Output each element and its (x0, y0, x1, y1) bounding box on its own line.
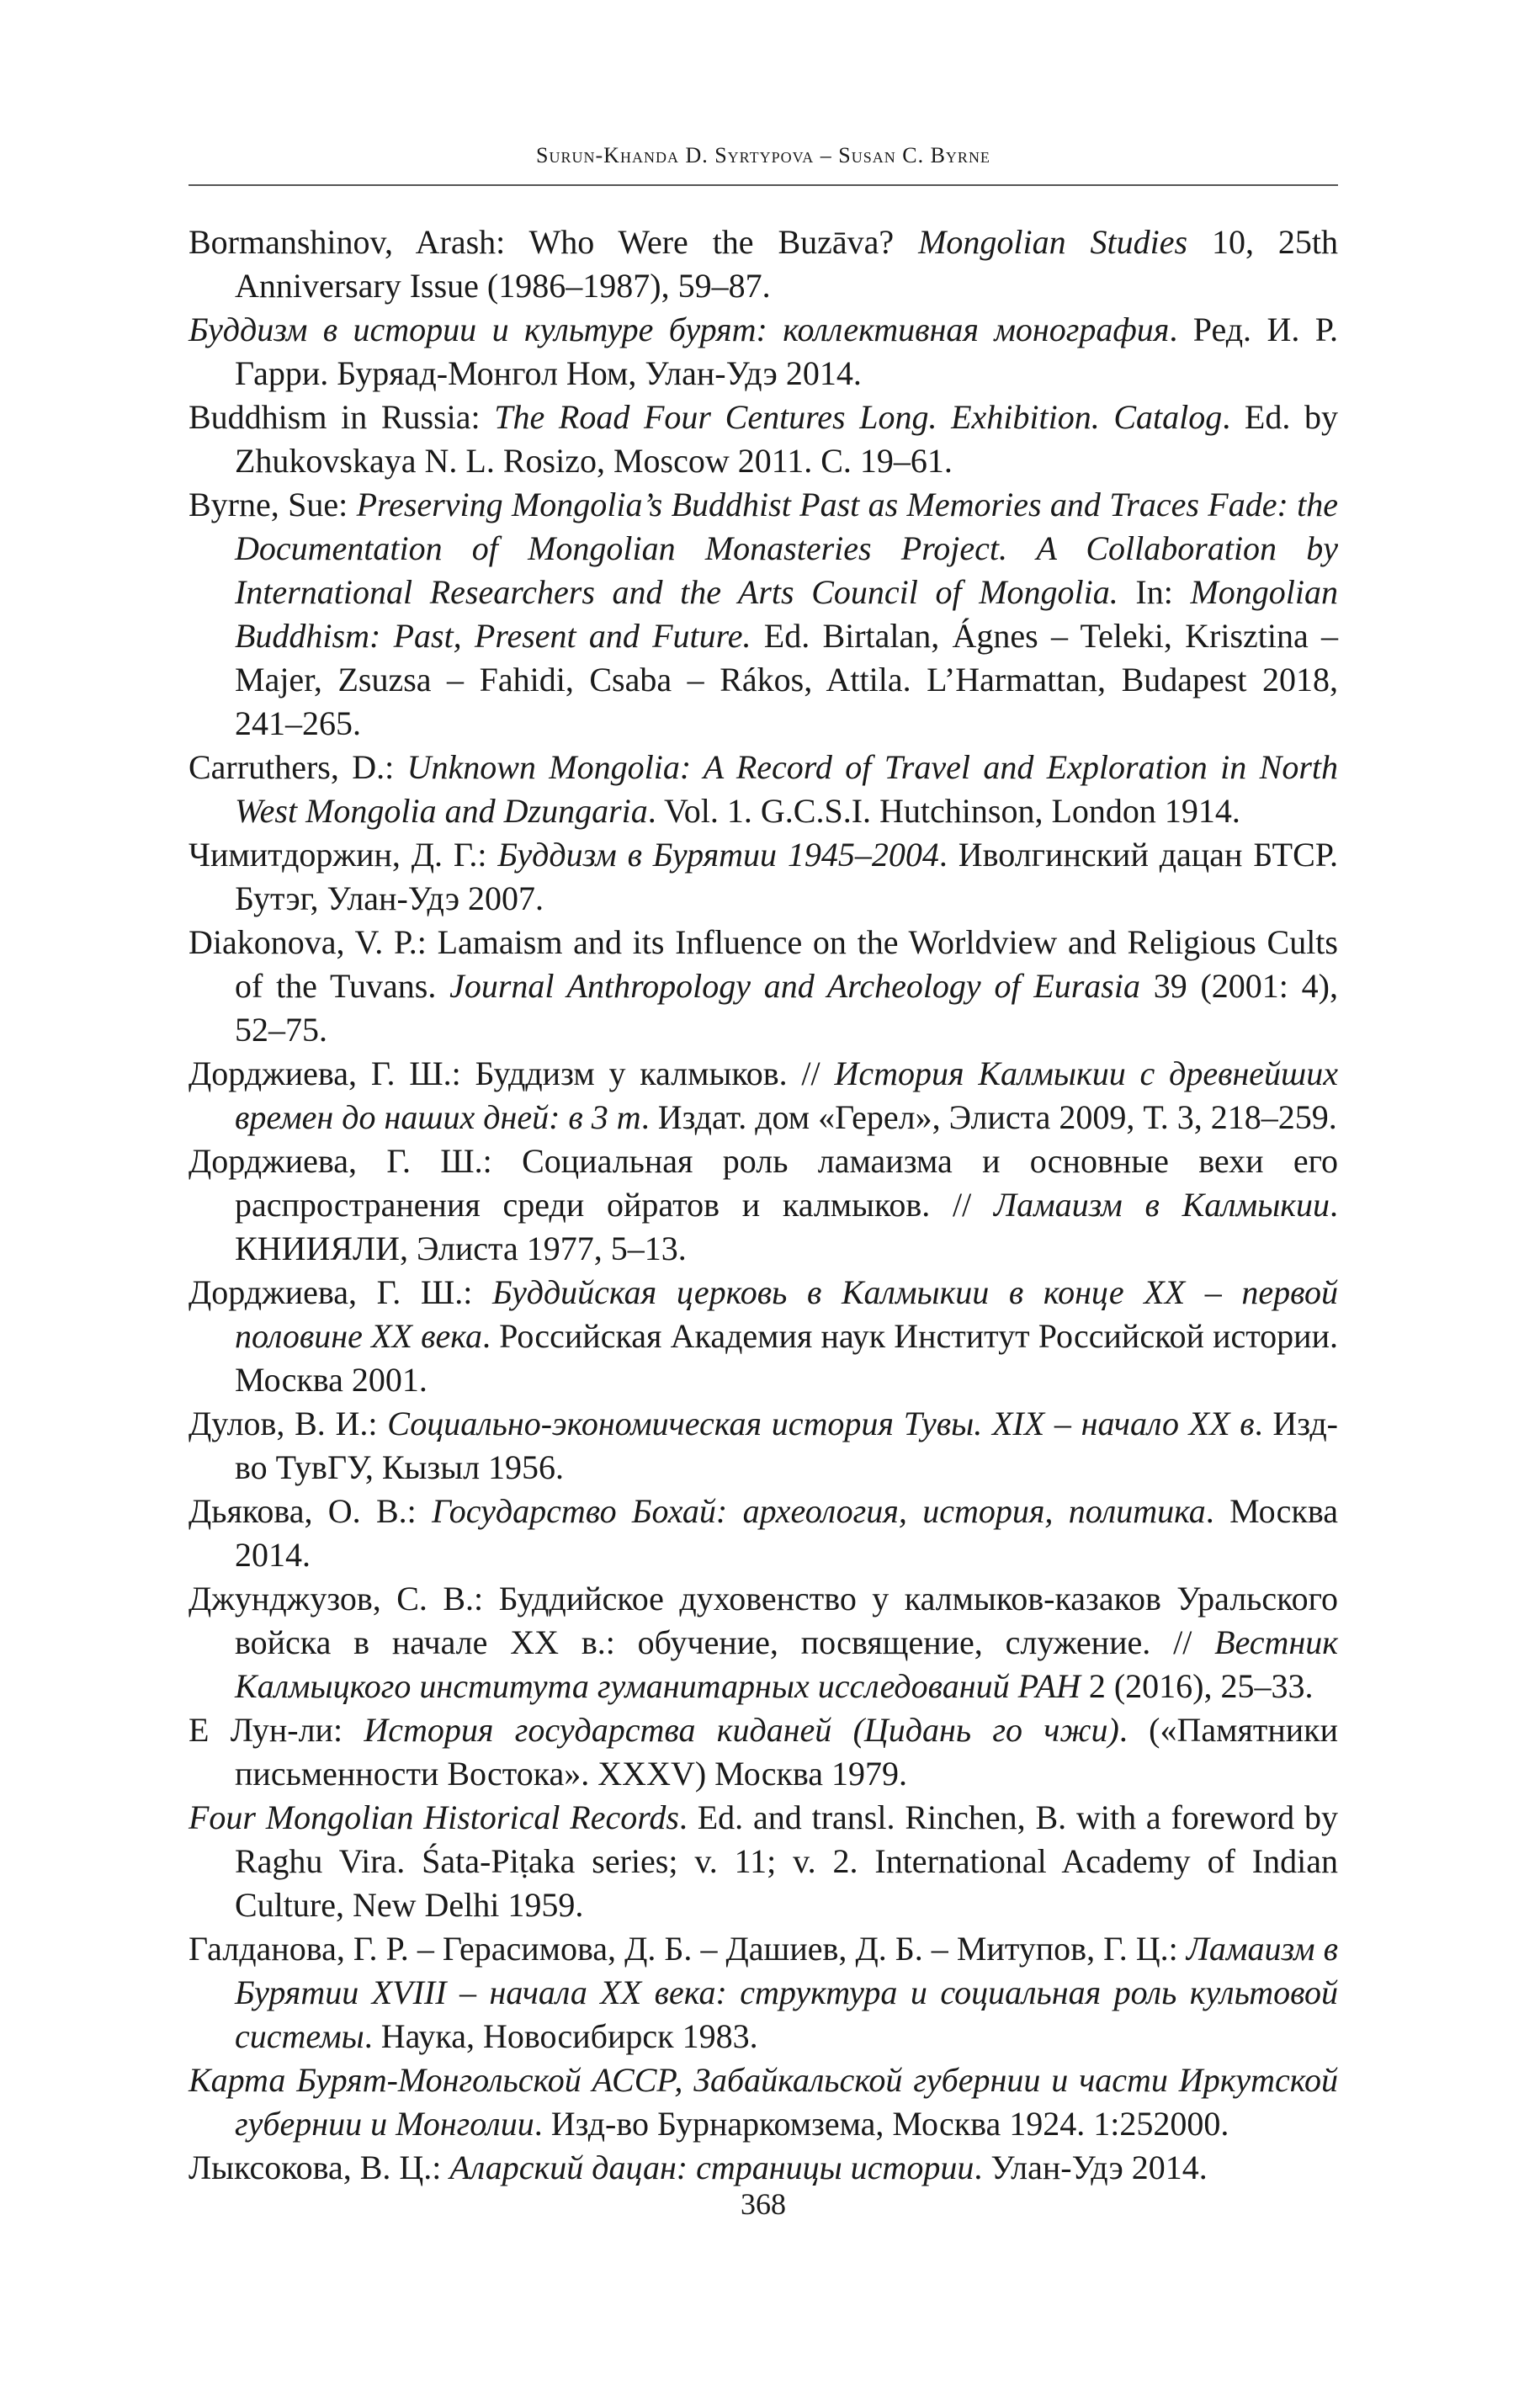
reference-title-italic: Mongolian Studies (918, 223, 1188, 261)
reference-title-italic: История государства киданей (Цидань го чжи) (364, 1711, 1119, 1749)
reference-text: . Издат. дом «Герел», Элиста 2009, Т. 3, 218–259. (640, 1098, 1337, 1136)
reference-entry (189, 2146, 1338, 2190)
reference-text: 10, 25th Anniversary Issue (1986–1987), 59–87. (235, 223, 1338, 305)
reference-entry (189, 1927, 1338, 2058)
reference-text: . Изд-во ТувГУ, Кызыл 1956. (235, 1405, 1339, 1486)
reference-entry (189, 1796, 1338, 1927)
reference-text: Дорджиева, Г. Ш.: (189, 1273, 492, 1311)
reference-entry (189, 1271, 1338, 1402)
reference-text: Buddhism in Russia: (189, 398, 495, 436)
reference-text: . Ed. by Zhukovskaya N. L. Rosizo, Moscow 2011. С. 19–61. (235, 398, 1339, 480)
reference-entry (189, 396, 1338, 483)
reference-entry (189, 308, 1338, 396)
reference-text: Галданова, Г. Р. – Герасимова, Д. Б. – Дашиев, Д. Б. – Митупов, Г. Ц.: (189, 1930, 1187, 1968)
reference-text: . Наука, Новосибирск 1983. (364, 2017, 758, 2055)
reference-entry (189, 921, 1338, 1052)
reference-text: 39 (2001: 4), 52–75. (235, 967, 1338, 1049)
reference-title-italic: Аларский дацан: страницы истории (449, 2149, 974, 2186)
reference-title-italic: Буддизм в Бурятии 1945–2004 (497, 836, 939, 874)
reference-title-italic: Four Mongolian Historical Records (189, 1798, 679, 1836)
reference-text: . Ред. И. Р. Гарри. Буряад-Монгол Ном, Улан-Удэ 2014. (235, 311, 1338, 392)
reference-entry (189, 1402, 1338, 1490)
running-header: Surun-Khanda D. Syrtypova – Susan C. Byrne (536, 143, 990, 167)
reference-text: Дорджиева, Г. Ш.: Социальная роль ламаизма и основные вехи его распространения среди ойратов и калмыков. // (189, 1142, 1338, 1224)
reference-entry (189, 833, 1338, 921)
reference-entry (189, 2058, 1338, 2146)
reference-text: Diakonova, V. P.: Lamaism and its Influence on the Worldview and Religious Cults of the Tuvans. (189, 923, 1338, 1005)
reference-entry (189, 483, 1338, 746)
reference-text: Джунджузов, С. В.: Буддийское духовенство у калмыков-казаков Уральского войска в начале XX в.: обучение, посвящение, служение. // (189, 1580, 1338, 1661)
reference-text: . Улан-Удэ 2014. (974, 2149, 1208, 2186)
reference-entry (189, 220, 1338, 308)
reference-title-italic: Буддизм в истории и культуре бурят: коллективная монография (189, 311, 1170, 348)
reference-entry (189, 1139, 1338, 1271)
reference-entry (189, 1577, 1338, 1708)
reference-title-italic: Journal Anthropology and Archeology of Eurasia (449, 967, 1140, 1005)
reference-title-italic: Unknown Mongolia: A Record of Travel and Exploration in North West Mongolia and Dzungaria (235, 748, 1339, 830)
reference-title-italic: The Road Four Centures Long. Exhibition. Catalog (494, 398, 1223, 436)
reference-title-italic: История Калмыкии с древнейших времен до наших дней: в 3 т (235, 1054, 1338, 1136)
reference-text: Дорджиева, Г. Ш.: Буддизм у калмыков. // (189, 1054, 835, 1092)
reference-text: 2 (2016), 25–33. (1080, 1667, 1314, 1705)
reference-entry (189, 1490, 1338, 1577)
reference-title-italic: Социально-экономическая история Тувы. XIX – начало XX в (387, 1405, 1255, 1442)
reference-entry (189, 1052, 1338, 1139)
reference-text: Е Лун-ли: (189, 1711, 364, 1749)
reference-text: . Ed. and transl. Rinchen, B. with a foreword by Raghu Vira. Śata-Piṭaka series; v. 11; v. 2. International Academy of Indian Culture, New Delhi 1959. (235, 1798, 1338, 1924)
reference-text: In: (1118, 573, 1191, 611)
reference-text: . Иволгинский дацан БТСР. Бутэг, Улан-Удэ 2007. (235, 836, 1339, 917)
reference-text: Дулов, В. И.: (189, 1405, 388, 1442)
page-number: 368 (741, 2187, 786, 2221)
reference-text: . Российская Академия наук Институт Российской истории. Москва 2001. (235, 1317, 1338, 1399)
reference-text: Bormanshinov, Arash: Who Were the Buzāva? (189, 223, 919, 261)
reference-title-italic: Вестник Калмыцкого института гуманитарных исследований РАН (235, 1623, 1338, 1705)
reference-title-italic: Mongolian Buddhism: Past, Present and Future. (235, 573, 1339, 655)
bibliography-list (189, 220, 1338, 2190)
reference-text: . КНИИЯЛИ, Элиста 1977, 5–13. (235, 1186, 1338, 1267)
reference-entry (189, 746, 1338, 833)
reference-title-italic: Ламаизм в Калмыкии (994, 1186, 1330, 1224)
header-rule (189, 184, 1338, 186)
reference-title-italic: Карта Бурят-Монгольской АССР, Забайкальской губернии и части Иркутской губернии и Монголии (189, 2061, 1338, 2143)
reference-title-italic: Государство Бохай: археология, история, политика (432, 1492, 1206, 1530)
reference-entry (189, 1708, 1338, 1796)
reference-text: . Vol. 1. G.C.S.I. Hutchinson, London 1914. (647, 792, 1240, 830)
reference-text: Byrne, Sue: (189, 486, 357, 523)
reference-text: Чимитдоржин, Д. Г.: (189, 836, 498, 874)
reference-text: Carruthers, D.: (189, 748, 407, 786)
reference-title-italic: Preserving Mongolia’s Buddhist Past as Memories and Traces Fade: the Documentation of Mongolian Monasteries Project. A Collaboration by International Researchers and the Arts Council of Mongolia. (235, 486, 1338, 611)
reference-text: Лыксокова, В. Ц.: (189, 2149, 450, 2186)
reference-text: . Изд-во Бурнаркомзема, Москва 1924. 1:252000. (534, 2105, 1229, 2143)
reference-text: . Москва 2014. (235, 1492, 1338, 1574)
reference-text: Ed. Birtalan, Ágnes – Teleki, Krisztina – Majer, Zsuzsa – Fahidi, Csaba – Rákos, Attila. L’Harmattan, Budapest 2018, 241–265. (235, 617, 1338, 742)
reference-title-italic: Ламаизм в Бурятии XVIII – начала XX века: структура и социальная роль культовой системы (235, 1930, 1338, 2055)
reference-title-italic: Буддийская церковь в Калмыкии в конце XX – первой половине XX века (235, 1273, 1338, 1355)
reference-text: . («Памятники письменности Востока». XXXV) Москва 1979. (235, 1711, 1338, 1793)
reference-text: Дьякова, О. В.: (189, 1492, 433, 1530)
